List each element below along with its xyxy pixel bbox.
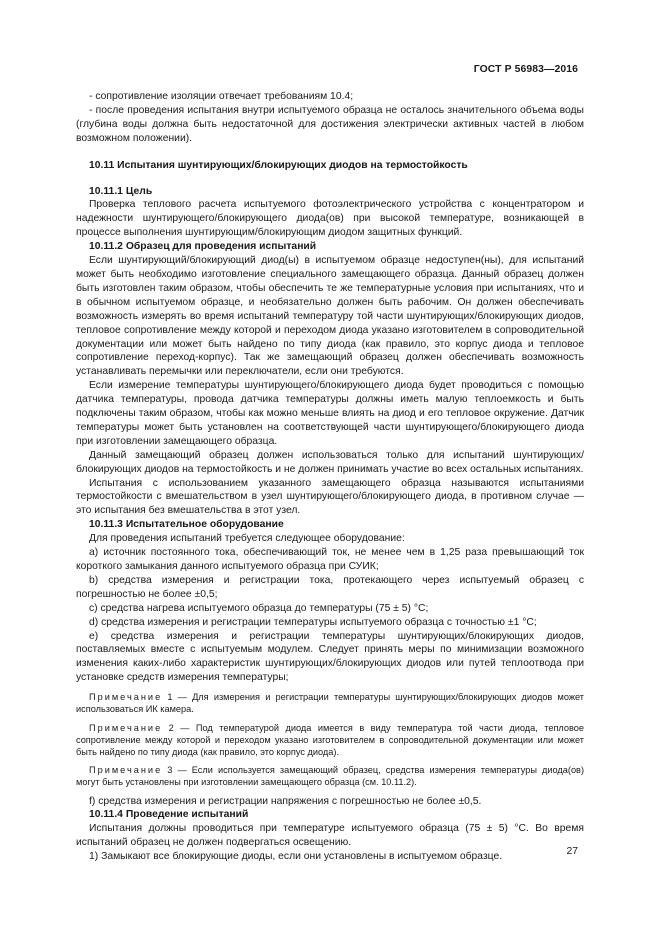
body-paragraph [76, 822, 584, 850]
paragraph-text: Испытания с использованием указанного замещающего образца называются испытаниями термостойкости с вмешательством в узел шунтирующего/блокирующего диода, в противном случае — это испытания без вмешательства в этот узел. [76, 477, 584, 517]
paragraph-text: - сопротивление изоляции отвечает требованиям 10.4; [89, 91, 354, 102]
note-paragraph [76, 722, 584, 759]
body-paragraph [76, 532, 584, 546]
body-paragraph [76, 379, 584, 449]
body-paragraph [76, 630, 584, 686]
body-paragraph [76, 850, 584, 864]
paragraph-text: Если шунтирующий/блокирующий диод(ы) в испытуемом образце недоступен(ны), для испытаний может быть необходимо изготовление специального замещающего образца. Данный образец должен быть изготовлен таким образом, чтобы обеспечить те же температурные условия при испытаниях, что и в обычном испытуемом образце, и необязательно должен быть рабочим. Он должен обеспечивать возможность измерять во время испытаний температуру той части шунтирующих/блокирующих диодов, тепловое сопротивление между которой и переходом диода указано изготовителем в сопроводительной документации или может быть найдено по типу диода (как правило, это корпус диода и тепловое сопротивление переход-корпус). Так же замещающий образец должен обеспечивать возможность устанавливать перемычки или переключатели, если они требуются. [76, 255, 584, 378]
note-label: Примечание [89, 692, 163, 703]
paragraph-text: e) средства измерения и регистрации температуры шунтирующих/блокирующих диодов, поставляемых вместе с испытуемым модулем. Следует принять меры по минимизации возможного изменения каких-либо характеристик шунтирующих/блокирующих диодов или путей теплоотвода при установке средств измерения температуры; [76, 630, 584, 684]
section-heading [76, 518, 584, 532]
note-label: Примечание [89, 722, 163, 733]
paragraph-text: Если измерение температуры шунтирующего/блокирующего диода будет проводиться с помощью датчика температуры, провода датчика температуры должны иметь малую теплоемкость и быть подключены таким образом, чтобы как можно меньше влиять на диод и его тепловое окружение. Датчик температуры может быть установлен на соответствующей части шунтирующего/блокирующего диода при изготовлении замещающего образца. [76, 380, 584, 447]
paragraph-text: 10.11.3 Испытательное оборудование [89, 519, 284, 531]
document-body [76, 90, 584, 864]
section-heading [76, 159, 584, 173]
paragraph-text: 10.11.2 Образец для проведения испытаний [89, 241, 317, 253]
body-paragraph [76, 90, 584, 104]
standard-number: ГОСТ Р 56983—2016 [473, 64, 578, 75]
paragraph-text: d) средства измерения и регистрации температуры испытуемого образца с точностью ±1 °С; [89, 616, 537, 628]
body-paragraph [76, 546, 584, 574]
body-paragraph [76, 477, 584, 519]
body-paragraph [76, 104, 584, 146]
paragraph-text: Для проведения испытаний требуется следующее оборудование: [89, 533, 405, 545]
section-heading [76, 240, 584, 254]
body-paragraph [76, 616, 584, 630]
paragraph-text: Данный замещающий образец должен использоваться только для испытаний шунтирующих/блокирующих диодов на термостойкость и не должен принимать участие во всех остальных испытаниях. [76, 449, 584, 475]
note-paragraph [76, 795, 584, 809]
paragraph-text: b) средства измерения и регистрации тока, протекающего через испытуемый образец с погрешностью не более ±0,5; [76, 574, 584, 600]
paragraph-text: 10.11 Испытания шунтирующих/блокирующих диодов на термостойкость [89, 159, 468, 171]
paragraph-text: 1) Замыкают все блокирующие диоды, если они установлены в испытуемом образце. [89, 851, 503, 863]
note-paragraph [76, 764, 584, 788]
paragraph-text: 1 — Для измерения и регистрации температуры шунтирующих/блокирующих диодов может использоваться ИК камера. [76, 692, 584, 715]
body-paragraph [76, 602, 584, 616]
body-paragraph [76, 198, 584, 240]
paragraph-text: f) средства измерения и регистрации напряжения с погрешностью не более ±0,5. [89, 795, 482, 807]
paragraph-text: 3 — Если используется замещающий образец, средства измерения температуры диода(ов) могут быть установлены при изготовлении замещающего образца (см. 10.11.2). [76, 765, 585, 788]
paragraph-text: c) средства нагрева испытуемого образца до температуры (75 ± 5) °С; [89, 602, 429, 614]
paragraph-text: 2 — Под температурой диода имеется в виду температура той части диода, тепловое сопротивление между которой и переходом указано изготовителем в сопроводительной документации или может быть найдено по типу диода (как правило, это корпус диода). [76, 722, 584, 757]
page-number: 27 [566, 846, 578, 857]
paragraph-text: a) источник постоянного тока, обеспечивающий ток, не менее чем в 1,25 раза превышающий ток короткого замыкания данного испытуемого образца при СУИК; [76, 547, 584, 572]
paragraph-text: 10.11.4 Проведение испытаний [89, 809, 249, 821]
paragraph-text: 10.11.1 Цель [89, 185, 153, 197]
body-paragraph [76, 449, 584, 477]
body-paragraph [76, 574, 584, 602]
paragraph-text: Проверка теплового расчета испытуемого фотоэлектрического устройства с концентратором и надежности шунтирующего/блокирующего диода(ов) при высокой температуре, возникающей в процессе выполнения шунтирующим/блокирующим диодом защитных функций. [76, 199, 584, 239]
paragraph-text: - после проведения испытания внутри испытуемого образца не осталось значительного объема воды (глубина воды должна быть недостаточной для достижения электрически активных частей в любом возможном положении). [76, 104, 584, 144]
section-heading [76, 185, 584, 199]
section-heading [76, 808, 584, 822]
body-paragraph [76, 254, 584, 379]
note-paragraph [76, 691, 584, 715]
paragraph-text: Испытания должны проводиться при температуре испытуемого образца (75 ± 5) °С. Во время испытаний образец не должен подвергаться освещению. [76, 823, 584, 849]
note-label: Примечание [89, 765, 163, 776]
